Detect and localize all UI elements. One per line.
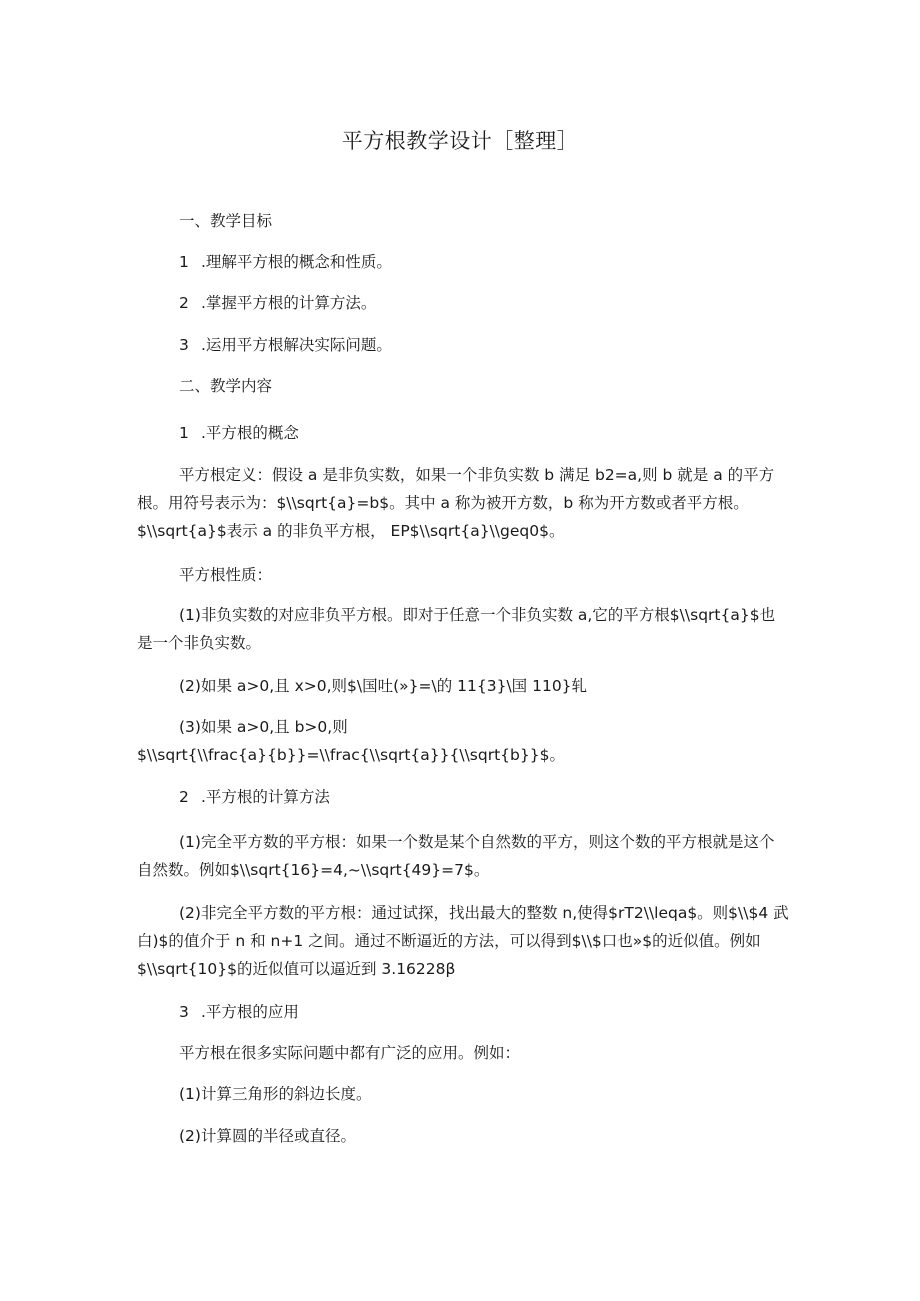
paragraph-line: 白)$的值介于 n 和 n+1 之间。通过不断逼近的方法，可以得到$\\$口也»$的近似值。例如 (137, 932, 761, 950)
item-number: 1 (179, 253, 189, 271)
paragraph-line: (3)如果 a>0,且 b>0,则 (179, 718, 348, 736)
application-intro: 平方根在很多实际问题中都有广泛的应用。例如： (179, 1044, 521, 1062)
property-2-paragraph: (2)如果 a>0,且 x>0,则$\国吐(»}=\的 11{3}\国 110}轧 (179, 677, 588, 695)
subsection-heading-application (179, 1001, 299, 1023)
calculation-1-paragraph (137, 828, 797, 884)
item-number: 1 (179, 424, 189, 442)
calculation-2-paragraph (137, 899, 797, 983)
paragraph-line: $\\sqrt{10}$的近似值可以逼近到 3.16228β (137, 960, 456, 978)
paragraph-line: (2)非完全平方数的平方根：通过试探，找出最大的整数 n,使得$rT2\\leqa$。则$\\$4 武 (179, 904, 789, 922)
item-text: .平方根的应用 (201, 1003, 299, 1021)
paragraph-line: $\\sqrt{a}$表示 a 的非负平方根， EP$\\sqrt{a}\\geq0$。 (137, 522, 565, 540)
paragraph-line: 根。用符号表示为：$\\sqrt{a}=b$。其中 a 称为被开方数，b 称为开方数或者平方根。 (137, 494, 749, 512)
item-text: .平方根的计算方法 (201, 788, 330, 806)
paragraph-line: (1)完全平方数的平方根：如果一个数是某个自然数的平方，则这个数的平方根就是这个 (179, 833, 775, 851)
application-item-2: (2)计算圆的半径或直径。 (179, 1127, 356, 1145)
property-3-paragraph (137, 713, 797, 769)
item-number: 3 (179, 336, 189, 354)
item-number: 3 (179, 1003, 189, 1021)
goal-item-1 (179, 251, 392, 273)
item-number: 2 (179, 788, 189, 806)
paragraph-line: $\\sqrt{\\frac{a}{b}}=\\frac{\\sqrt{a}}{\\sqrt{b}}$。 (137, 746, 565, 764)
application-item-1: (1)计算三角形的斜边长度。 (179, 1085, 372, 1103)
item-text: .运用平方根解决实际问题。 (201, 336, 392, 354)
section-heading-content: 二、教学内容 (179, 377, 273, 395)
paragraph-line: 自然数。例如$\\sqrt{16}=4,~\\sqrt{49}=7$。 (137, 861, 490, 879)
goal-item-2 (179, 292, 376, 314)
paragraph-line: 平方根定义：假设 a 是非负实数，如果一个非负实数 b 满足 b2=a,则 b 就是 a 的平方 (179, 466, 775, 484)
section-heading-goals: 一、教学目标 (179, 212, 273, 230)
page-title: 平方根教学设计［整理］ (341, 129, 579, 153)
item-text: .理解平方根的概念和性质。 (201, 253, 392, 271)
definition-paragraph (137, 461, 797, 545)
item-text: .掌握平方根的计算方法。 (201, 294, 377, 312)
item-number: 2 (179, 294, 189, 312)
item-text: .平方根的概念 (201, 424, 299, 442)
paragraph-line: (1)非负实数的对应非负平方根。即对于任意一个非负实数 a,它的平方根$\\sqrt{a}$也 (179, 606, 776, 624)
property-1-paragraph (137, 601, 797, 657)
paragraph-line: 是一个非负实数。 (137, 634, 262, 652)
property-heading: 平方根性质： (179, 566, 273, 584)
subsection-heading-calculation (179, 786, 330, 808)
subsection-heading-concept (179, 422, 299, 444)
goal-item-3 (179, 334, 392, 356)
